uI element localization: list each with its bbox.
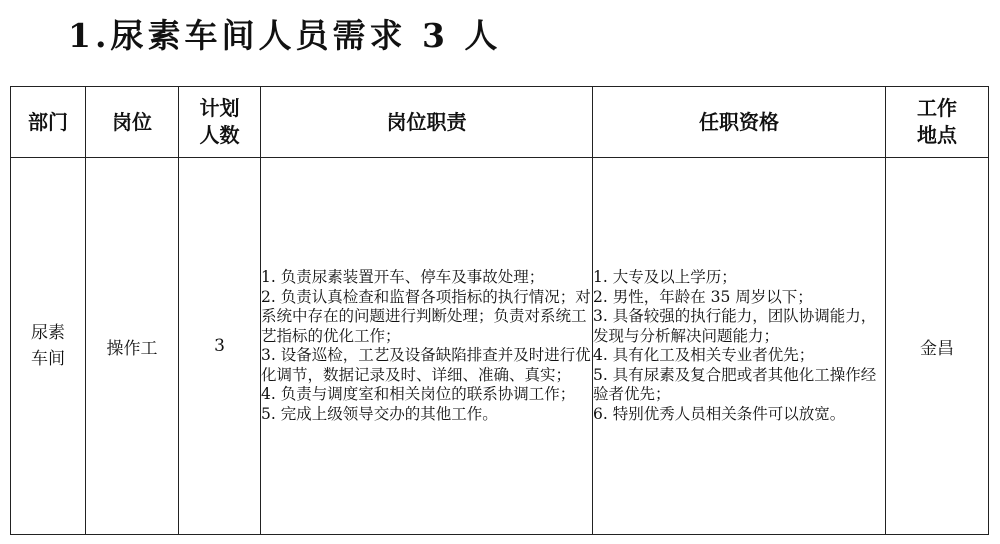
table-row [11,158,989,535]
cell-headcount: 3 [179,158,261,535]
table-header-row [11,87,989,158]
header-position: 岗位 [86,87,179,158]
header-headcount-line-2: 人数 [199,123,240,147]
cell-position: 操作工 [86,158,179,535]
cell-qualifications [593,158,886,535]
header-duties: 岗位职责 [261,87,593,158]
duty-item: 1. 负责尿素装置开车、停车及事故处理； [261,268,545,286]
page-title: 1.尿素车间人员需求 3 人 [68,16,502,55]
qualification-item: 1. 大专及以上学历； [593,268,737,286]
cell-location: 金昌 [886,158,989,535]
duty-item: 3. 设备巡检，工艺及设备缺陷排查并及时进行优化调节，数据记录及时、详细、准确、真实； [261,346,591,384]
dept-line-1: 尿素 [31,323,65,343]
qualification-item: 6. 特别优秀人员相关条件可以放宽。 [593,404,846,423]
header-location [886,87,989,158]
header-location-line-2: 地点 [917,123,957,147]
header-qualifications: 任职资格 [593,87,886,158]
cell-duties [261,158,593,535]
header-headcount-line-1: 计划 [199,96,240,120]
header-dept: 部门 [11,87,86,158]
dept-line-2: 车间 [31,349,65,369]
qualification-item: 3. 具备较强的执行能力，团队协调能力，发现与分析解决问题能力； [593,307,877,345]
cell-dept [11,158,86,535]
duty-item: 4. 负责与调度室和相关岗位的联系协调工作； [261,385,576,403]
duty-item: 2. 负责认真检查和监督各项指标的执行情况；对系统中存在的问题进行判断处理；负责对系统工艺指标的优化工作； [261,287,591,345]
requirements-table [10,86,989,535]
duty-item: 5. 完成上级领导交办的其他工作。 [261,404,498,423]
qualification-item: 5. 具有尿素及复合肥或者其他化工操作经验者优先； [593,365,877,403]
header-headcount [179,87,261,158]
header-location-line-1: 工作 [917,96,957,120]
qualification-item: 2. 男性，年龄在 35 周岁以下； [593,287,813,306]
qualification-item: 4. 具有化工及相关专业者优先； [593,346,815,364]
